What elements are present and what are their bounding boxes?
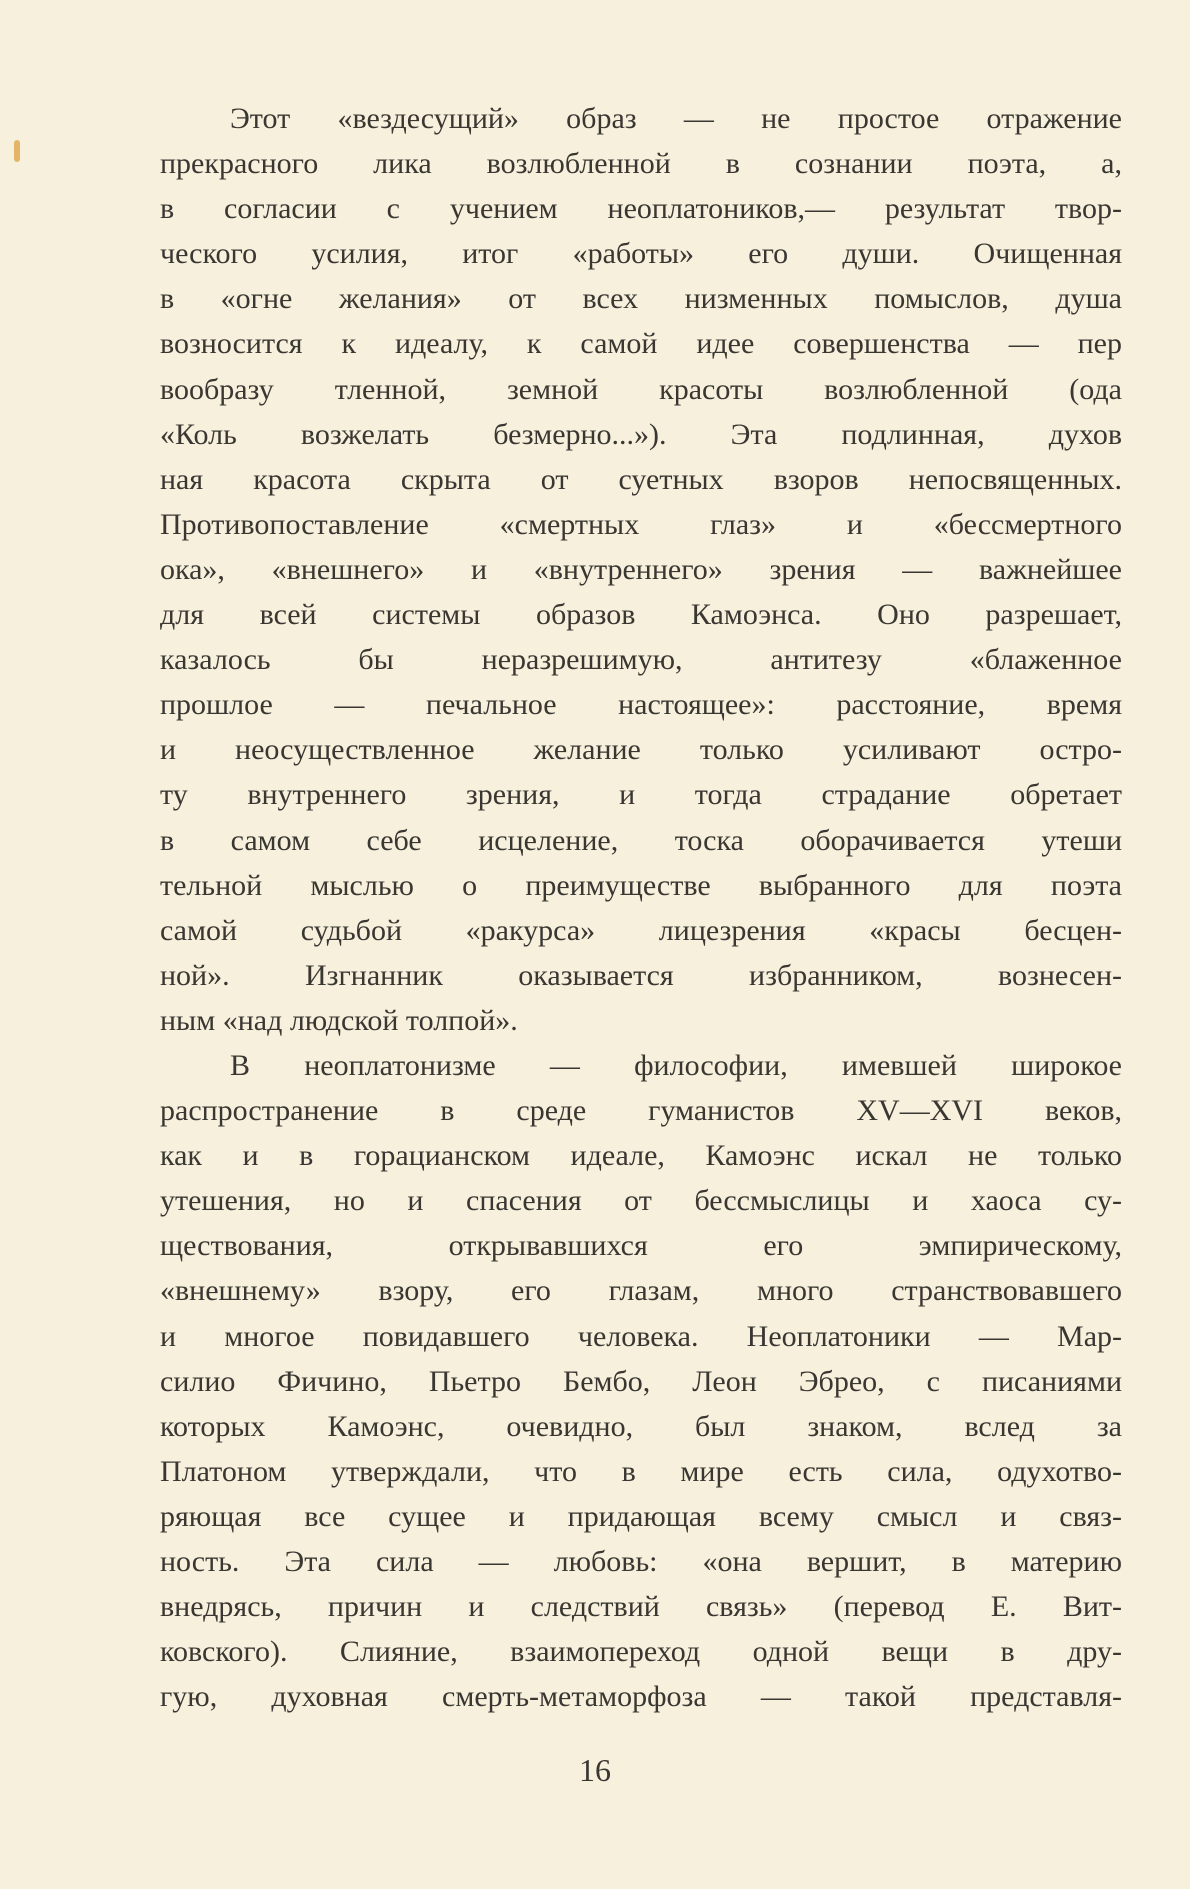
text-line: ковского). Слияние, взаимопереход одной вещи в дру- — [160, 1635, 1122, 1669]
text-line: внедрясь, причин и следствий связь» (перевод Е. Вит- — [160, 1590, 1122, 1624]
text-line: Противопоставление «смертных глаз» и «бессмертного — [160, 507, 1122, 541]
text-line: и многое повидавшего человека. Неоплатоники — Мар- — [160, 1319, 1122, 1353]
text-line: утешения, но и спасения от бессмыслицы и хаоса су- — [160, 1184, 1122, 1218]
text-line: для всей системы образов Камоэнса. Оно разрешает, — [160, 598, 1122, 632]
text-line: ной». Изгнанник оказывается избранником, вознесен- — [160, 958, 1122, 992]
margin-mark — [14, 140, 20, 162]
body-text — [160, 96, 1122, 1719]
text-line: ческого усилия, итог «работы» его души. Очищенная — [160, 237, 1122, 271]
text-line: ряющая все сущее и придающая всему смысл и связ- — [160, 1499, 1122, 1533]
text-line: гую, духовная смерть-метаморфоза — такой представля- — [160, 1680, 1122, 1714]
text-line: «Коль возжелать безмерно...»). Эта подлинная, духов — [160, 417, 1122, 451]
text-line: самой судьбой «ракурса» лицезрения «красы бесцен- — [160, 913, 1122, 947]
text-line: в «огне желания» от всех низменных помыслов, душа — [160, 282, 1122, 316]
text-line: «внешнему» взору, его глазам, много странствовавшего — [160, 1274, 1122, 1308]
text-line: которых Камоэнс, очевидно, был знаком, вслед за — [160, 1409, 1122, 1443]
text-line: в согласии с учением неоплатоников,— результат твор- — [160, 192, 1122, 226]
page-number: 16 — [579, 1752, 611, 1788]
text-line: и неосуществленное желание только усиливают остро- — [160, 733, 1122, 767]
text-line: ность. Эта сила — любовь: «она вершит, в материю — [160, 1545, 1122, 1578]
text-line: силио Фичино, Пьетро Бембо, Леон Эбрео, с писаниями — [160, 1364, 1122, 1398]
text-line: прекрасного лика возлюбленной в сознании поэта, а, — [160, 147, 1122, 181]
text-line: В неоплатонизме — философии, имевшей широкое — [230, 1048, 1122, 1082]
text-line: вообразу тленной, земной красоты возлюбленной (ода — [160, 372, 1122, 406]
text-line: возносится к идеалу, к самой идее совершенства — пер — [160, 327, 1122, 361]
text-line: распространение в среде гуманистов XV—XVI веков, — [160, 1094, 1122, 1128]
text-line: в самом себе исцеление, тоска оборачивается утеши — [160, 823, 1122, 857]
text-line: тельной мыслью о преимуществе выбранного для поэта — [160, 868, 1122, 902]
text-line: ным «над людской толпой». — [160, 1003, 518, 1037]
text-line: Этот «вездесущий» образ — не простое отражение — [230, 102, 1122, 135]
text-line: ту внутреннего зрения, и тогда страдание обретает — [160, 778, 1122, 812]
text-line: ока», «внешнего» и «внутреннего» зрения — важнейшее — [160, 552, 1122, 586]
text-line: Платоном утверждали, что в мире есть сила, одухотво- — [160, 1454, 1122, 1488]
text-line: ществования, открывавшихся его эмпирическому, — [160, 1229, 1122, 1263]
text-line: казалось бы неразрешимую, антитезу «блаженное — [160, 643, 1122, 677]
text-line: как и в горацианском идеале, Камоэнс искал не только — [160, 1139, 1122, 1173]
text-line: ная красота скрыта от суетных взоров непосвященных. — [160, 462, 1122, 496]
text-line: прошлое — печальное настоящее»: расстояние, время — [160, 688, 1122, 722]
